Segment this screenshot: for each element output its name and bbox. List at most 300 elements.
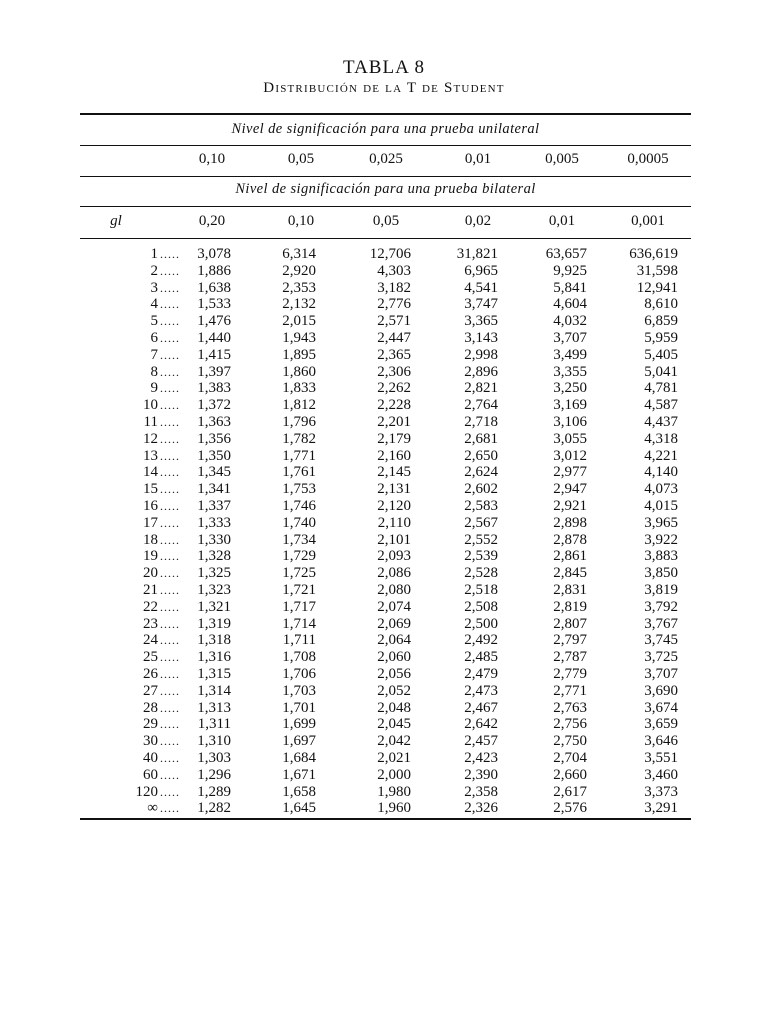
- critical-value: 3,792: [644, 598, 678, 615]
- critical-value: 1,397: [197, 363, 231, 380]
- leader-dots: .....: [160, 801, 180, 816]
- degrees-of-freedom: 17: [143, 514, 158, 531]
- degrees-of-freedom: 11: [143, 413, 158, 430]
- leader-dots: .....: [160, 398, 180, 413]
- critical-value: 1,701: [282, 699, 316, 716]
- degrees-of-freedom: 5: [150, 313, 158, 330]
- critical-value: 2,021: [377, 749, 411, 766]
- table-row: [0, 632, 768, 649]
- critical-value: 1,372: [197, 397, 231, 414]
- critical-value: 2,306: [377, 363, 411, 380]
- critical-value: 1,325: [197, 565, 231, 582]
- critical-value: 2,145: [377, 464, 411, 481]
- leader-dots: .....: [160, 314, 180, 329]
- degrees-of-freedom: 3: [150, 279, 158, 296]
- critical-value: 3,922: [644, 531, 678, 548]
- leader-dots: .....: [160, 633, 180, 648]
- degrees-of-freedom: 26: [143, 665, 158, 682]
- unilateral-level: 0,05: [287, 151, 315, 167]
- critical-value: 2,718: [464, 413, 498, 430]
- critical-value: 2,074: [377, 598, 411, 615]
- degrees-of-freedom: ∞: [147, 800, 158, 817]
- critical-value: 2,797: [553, 632, 587, 649]
- critical-value: 3,373: [644, 783, 678, 800]
- critical-value: 63,657: [545, 246, 587, 262]
- critical-value: 3,725: [644, 649, 678, 666]
- critical-value: 1,333: [197, 514, 231, 531]
- critical-value: 3,055: [553, 430, 587, 447]
- critical-value: 3,819: [644, 581, 678, 598]
- critical-value: 2,571: [377, 313, 411, 330]
- critical-value: 12,941: [636, 279, 678, 296]
- table-title: TABLA 8: [342, 57, 425, 78]
- unilateral-levels-row: [80, 151, 691, 171]
- degrees-of-freedom: 12: [143, 430, 158, 447]
- critical-value: 1,316: [197, 649, 231, 666]
- critical-value: 4,437: [644, 413, 678, 430]
- critical-value: 1,356: [197, 430, 231, 447]
- bilateral-rule: [80, 206, 691, 207]
- table-row: [0, 750, 768, 767]
- critical-value: 1,476: [197, 313, 231, 330]
- critical-value: 4,318: [644, 430, 678, 447]
- leader-dots: .....: [160, 381, 180, 396]
- bilateral-level: 0,001: [631, 213, 665, 229]
- critical-value: 1,725: [282, 565, 316, 582]
- critical-value: 1,782: [282, 430, 316, 447]
- critical-value: 2,042: [377, 733, 411, 750]
- critical-value: 2,052: [377, 682, 411, 699]
- degrees-of-freedom: 15: [143, 481, 158, 498]
- critical-value: 1,318: [197, 632, 231, 649]
- degrees-of-freedom: 14: [143, 464, 158, 481]
- critical-value: 2,528: [464, 565, 498, 582]
- table-row: [0, 246, 768, 263]
- critical-value: 2,201: [377, 413, 411, 430]
- critical-value: 2,920: [282, 262, 316, 279]
- unilateral-rule: [80, 145, 691, 146]
- critical-value: 1,721: [282, 581, 316, 598]
- table-row: [0, 364, 768, 381]
- bilateral-level: 0,01: [548, 213, 576, 229]
- degrees-of-freedom: 29: [143, 716, 158, 733]
- critical-value: 1,341: [197, 481, 231, 498]
- critical-value: 5,959: [644, 329, 678, 346]
- critical-value: 2,921: [553, 497, 587, 514]
- leader-dots: .....: [160, 482, 180, 497]
- critical-value: 2,681: [464, 430, 498, 447]
- leader-dots: .....: [160, 431, 180, 446]
- table-row: [0, 414, 768, 431]
- leader-dots: .....: [160, 616, 180, 631]
- table-row: [0, 498, 768, 515]
- critical-value: 1,708: [282, 649, 316, 666]
- unilateral-level: 0,10: [198, 151, 226, 167]
- critical-value: 2,518: [464, 581, 498, 598]
- critical-value: 2,365: [377, 346, 411, 363]
- critical-value: 1,714: [282, 615, 316, 632]
- degrees-of-freedom: 23: [143, 615, 158, 632]
- critical-value: 6,859: [644, 313, 678, 330]
- table-row: [0, 347, 768, 364]
- critical-value: 2,457: [464, 733, 498, 750]
- critical-value: 1,319: [197, 615, 231, 632]
- critical-value: 2,160: [377, 447, 411, 464]
- leader-dots: .....: [160, 347, 180, 362]
- critical-value: 3,646: [644, 733, 678, 750]
- critical-value: 4,221: [644, 447, 678, 464]
- leader-dots: .....: [160, 700, 180, 715]
- critical-value: 1,711: [282, 632, 316, 649]
- critical-value: 2,763: [553, 699, 587, 716]
- table-row: [0, 431, 768, 448]
- critical-value: 3,355: [553, 363, 587, 380]
- critical-value: 4,015: [644, 497, 678, 514]
- critical-value: 2,060: [377, 649, 411, 666]
- degrees-of-freedom: 18: [143, 531, 158, 548]
- critical-value: 2,861: [553, 548, 587, 565]
- critical-value: 2,977: [553, 464, 587, 481]
- critical-value: 2,947: [553, 481, 587, 498]
- critical-value: 2,358: [464, 783, 498, 800]
- critical-value: 3,169: [553, 397, 587, 414]
- critical-value: 2,539: [464, 548, 498, 565]
- critical-value: 1,296: [197, 766, 231, 783]
- critical-value: 1,703: [282, 682, 316, 699]
- critical-value: 2,567: [464, 514, 498, 531]
- degrees-of-freedom: 21: [143, 581, 158, 598]
- bilateral-levels-row: [80, 213, 691, 233]
- leader-dots: .....: [160, 263, 180, 278]
- critical-value: 2,704: [553, 749, 587, 766]
- critical-value: 4,032: [553, 313, 587, 330]
- table-row: [0, 263, 768, 280]
- table-row: [0, 733, 768, 750]
- critical-value: 1,717: [282, 598, 316, 615]
- critical-value: 2,015: [282, 313, 316, 330]
- table-row: [0, 565, 768, 582]
- critical-value: 1,440: [197, 329, 231, 346]
- degrees-of-freedom: 24: [143, 632, 158, 649]
- critical-value: 1,761: [282, 464, 316, 481]
- critical-value: 2,093: [377, 548, 411, 565]
- table-row: [0, 481, 768, 498]
- critical-value: 3,291: [644, 800, 678, 817]
- critical-value: 9,925: [553, 262, 587, 279]
- leader-dots: .....: [160, 784, 180, 799]
- leader-dots: .....: [160, 566, 180, 581]
- table-row: [0, 296, 768, 313]
- critical-value: 1,684: [282, 749, 316, 766]
- critical-value: 2,819: [553, 598, 587, 615]
- leader-dots: .....: [160, 549, 180, 564]
- degrees-of-freedom: 120: [135, 783, 158, 800]
- critical-value: 1,345: [197, 464, 231, 481]
- bilateral-level: 0,10: [287, 213, 315, 229]
- critical-value: 1,771: [282, 447, 316, 464]
- critical-value: 1,330: [197, 531, 231, 548]
- degrees-of-freedom: 30: [143, 733, 158, 750]
- critical-value: 2,492: [464, 632, 498, 649]
- critical-value: 5,405: [644, 346, 678, 363]
- mid-rule: [80, 176, 691, 177]
- critical-value: 2,896: [464, 363, 498, 380]
- critical-value: 1,697: [282, 733, 316, 750]
- critical-value: 3,182: [377, 279, 411, 296]
- table-row: [0, 700, 768, 717]
- table-body: [0, 246, 768, 817]
- table-row: [0, 767, 768, 784]
- critical-value: 3,460: [644, 766, 678, 783]
- table-row: [0, 448, 768, 465]
- critical-value: 2,552: [464, 531, 498, 548]
- critical-value: 3,674: [644, 699, 678, 716]
- critical-value: 3,365: [464, 313, 498, 330]
- leader-dots: .....: [160, 364, 180, 379]
- critical-value: 12,706: [369, 246, 411, 262]
- critical-value: 2,878: [553, 531, 587, 548]
- critical-value: 1,753: [282, 481, 316, 498]
- critical-value: 2,650: [464, 447, 498, 464]
- critical-value: 2,821: [464, 380, 498, 397]
- critical-value: 2,764: [464, 397, 498, 414]
- critical-value: 636,619: [629, 246, 678, 262]
- leader-dots: .....: [160, 750, 180, 765]
- critical-value: 1,734: [282, 531, 316, 548]
- critical-value: 2,602: [464, 481, 498, 498]
- critical-value: 1,313: [197, 699, 231, 716]
- critical-value: 3,106: [553, 413, 587, 430]
- critical-value: 2,045: [377, 716, 411, 733]
- gl-label: gl: [110, 213, 122, 229]
- table-row: [0, 784, 768, 801]
- leader-dots: .....: [160, 465, 180, 480]
- critical-value: 2,056: [377, 665, 411, 682]
- critical-value: 3,767: [644, 615, 678, 632]
- bilateral-header: Nivel de significación para una prueba bilateral: [235, 181, 536, 197]
- critical-value: 2,262: [377, 380, 411, 397]
- critical-value: 1,960: [377, 800, 411, 817]
- critical-value: 3,707: [553, 329, 587, 346]
- critical-value: 2,069: [377, 615, 411, 632]
- critical-value: 2,771: [553, 682, 587, 699]
- critical-value: 1,323: [197, 581, 231, 598]
- critical-value: 2,831: [553, 581, 587, 598]
- table-row: [0, 649, 768, 666]
- leader-dots: .....: [160, 683, 180, 698]
- critical-value: 1,658: [282, 783, 316, 800]
- critical-value: 6,965: [464, 262, 498, 279]
- leader-dots: .....: [160, 532, 180, 547]
- unilateral-level: 0,0005: [627, 151, 669, 167]
- degrees-of-freedom: 8: [150, 363, 158, 380]
- critical-value: 4,781: [644, 380, 678, 397]
- critical-value: 2,473: [464, 682, 498, 699]
- critical-value: 1,740: [282, 514, 316, 531]
- degrees-of-freedom: 2: [150, 262, 158, 279]
- degrees-of-freedom: 1: [150, 246, 158, 262]
- table-row: [0, 616, 768, 633]
- table-row: [0, 548, 768, 565]
- critical-value: 1,860: [282, 363, 316, 380]
- critical-value: 1,311: [197, 716, 231, 733]
- critical-value: 3,690: [644, 682, 678, 699]
- critical-value: 2,064: [377, 632, 411, 649]
- critical-value: 1,833: [282, 380, 316, 397]
- table-row: [0, 683, 768, 700]
- degrees-of-freedom: 40: [143, 749, 158, 766]
- critical-value: 2,101: [377, 531, 411, 548]
- critical-value: 1,303: [197, 749, 231, 766]
- table-row: [0, 464, 768, 481]
- critical-value: 4,303: [377, 262, 411, 279]
- critical-value: 3,850: [644, 565, 678, 582]
- unilateral-level: 0,01: [464, 151, 492, 167]
- critical-value: 4,073: [644, 481, 678, 498]
- critical-value: 1,315: [197, 665, 231, 682]
- critical-value: 2,447: [377, 329, 411, 346]
- critical-value: 2,787: [553, 649, 587, 666]
- table-row: [0, 532, 768, 549]
- degrees-of-freedom: 60: [143, 766, 158, 783]
- critical-value: 4,541: [464, 279, 498, 296]
- critical-value: 1,533: [197, 296, 231, 313]
- table-row: [0, 515, 768, 532]
- critical-value: 1,706: [282, 665, 316, 682]
- critical-value: 5,841: [553, 279, 587, 296]
- table-subtitle: Distribución de la T de Student: [263, 80, 505, 96]
- table-row: [0, 330, 768, 347]
- critical-value: 1,886: [197, 262, 231, 279]
- table-row: [0, 582, 768, 599]
- leader-dots: .....: [160, 666, 180, 681]
- critical-value: 3,965: [644, 514, 678, 531]
- degrees-of-freedom: 6: [150, 329, 158, 346]
- critical-value: 2,779: [553, 665, 587, 682]
- critical-value: 2,642: [464, 716, 498, 733]
- critical-value: 3,883: [644, 548, 678, 565]
- critical-value: 1,350: [197, 447, 231, 464]
- critical-value: 3,143: [464, 329, 498, 346]
- critical-value: 1,638: [197, 279, 231, 296]
- leader-dots: .....: [160, 448, 180, 463]
- critical-value: 4,587: [644, 397, 678, 414]
- leader-dots: .....: [160, 498, 180, 513]
- leader-dots: .....: [160, 582, 180, 597]
- bilateral-level: 0,02: [464, 213, 492, 229]
- critical-value: 2,898: [553, 514, 587, 531]
- bottom-rule: [80, 818, 691, 820]
- critical-value: 1,729: [282, 548, 316, 565]
- table-row: [0, 716, 768, 733]
- critical-value: 2,000: [377, 766, 411, 783]
- critical-value: 2,998: [464, 346, 498, 363]
- degrees-of-freedom: 7: [150, 346, 158, 363]
- critical-value: 2,110: [377, 514, 411, 531]
- critical-value: 1,671: [282, 766, 316, 783]
- top-rule: [80, 113, 691, 115]
- leader-dots: .....: [160, 599, 180, 614]
- critical-value: 2,756: [553, 716, 587, 733]
- critical-value: 2,776: [377, 296, 411, 313]
- critical-value: 1,895: [282, 346, 316, 363]
- leader-dots: .....: [160, 734, 180, 749]
- degrees-of-freedom: 20: [143, 565, 158, 582]
- table-row: [0, 313, 768, 330]
- leader-dots: .....: [160, 767, 180, 782]
- critical-value: 2,500: [464, 615, 498, 632]
- critical-value: 1,314: [197, 682, 231, 699]
- critical-value: 2,131: [377, 481, 411, 498]
- critical-value: 31,598: [636, 262, 678, 279]
- leader-dots: .....: [160, 717, 180, 732]
- critical-value: 3,707: [644, 665, 678, 682]
- leader-dots: .....: [160, 650, 180, 665]
- critical-value: 2,080: [377, 581, 411, 598]
- critical-value: 1,980: [377, 783, 411, 800]
- critical-value: 1,796: [282, 413, 316, 430]
- critical-value: 2,390: [464, 766, 498, 783]
- critical-value: 2,485: [464, 649, 498, 666]
- critical-value: 1,328: [197, 548, 231, 565]
- critical-value: 2,750: [553, 733, 587, 750]
- degrees-of-freedom: 28: [143, 699, 158, 716]
- critical-value: 3,078: [197, 246, 231, 262]
- critical-value: 1,310: [197, 733, 231, 750]
- header-bottom-rule: [80, 238, 691, 239]
- leader-dots: .....: [160, 414, 180, 429]
- critical-value: 2,845: [553, 565, 587, 582]
- degrees-of-freedom: 10: [143, 397, 158, 414]
- critical-value: 2,479: [464, 665, 498, 682]
- degrees-of-freedom: 19: [143, 548, 158, 565]
- critical-value: 6,314: [282, 246, 316, 262]
- table-row: [0, 666, 768, 683]
- degrees-of-freedom: 27: [143, 682, 158, 699]
- degrees-of-freedom: 9: [150, 380, 158, 397]
- critical-value: 2,120: [377, 497, 411, 514]
- critical-value: 2,228: [377, 397, 411, 414]
- leader-dots: .....: [160, 247, 180, 261]
- table-row: [0, 280, 768, 297]
- critical-value: 3,499: [553, 346, 587, 363]
- critical-value: 1,943: [282, 329, 316, 346]
- unilateral-level: 0,005: [545, 151, 579, 167]
- critical-value: 2,179: [377, 430, 411, 447]
- critical-value: 1,746: [282, 497, 316, 514]
- critical-value: 2,807: [553, 615, 587, 632]
- critical-value: 2,048: [377, 699, 411, 716]
- critical-value: 1,415: [197, 346, 231, 363]
- critical-value: 8,610: [644, 296, 678, 313]
- critical-value: 3,250: [553, 380, 587, 397]
- critical-value: 2,353: [282, 279, 316, 296]
- critical-value: 4,140: [644, 464, 678, 481]
- critical-value: 2,660: [553, 766, 587, 783]
- unilateral-level: 0,025: [369, 151, 403, 167]
- critical-value: 2,423: [464, 749, 498, 766]
- table-row: [0, 380, 768, 397]
- table-row: [0, 800, 768, 817]
- degrees-of-freedom: 22: [143, 598, 158, 615]
- table-row: [0, 599, 768, 616]
- unilateral-header: Nivel de significación para una prueba unilateral: [231, 121, 540, 137]
- table-row: [0, 397, 768, 414]
- critical-value: 31,821: [456, 246, 498, 262]
- critical-value: 2,326: [464, 800, 498, 817]
- critical-value: 1,645: [282, 800, 316, 817]
- critical-value: 2,583: [464, 497, 498, 514]
